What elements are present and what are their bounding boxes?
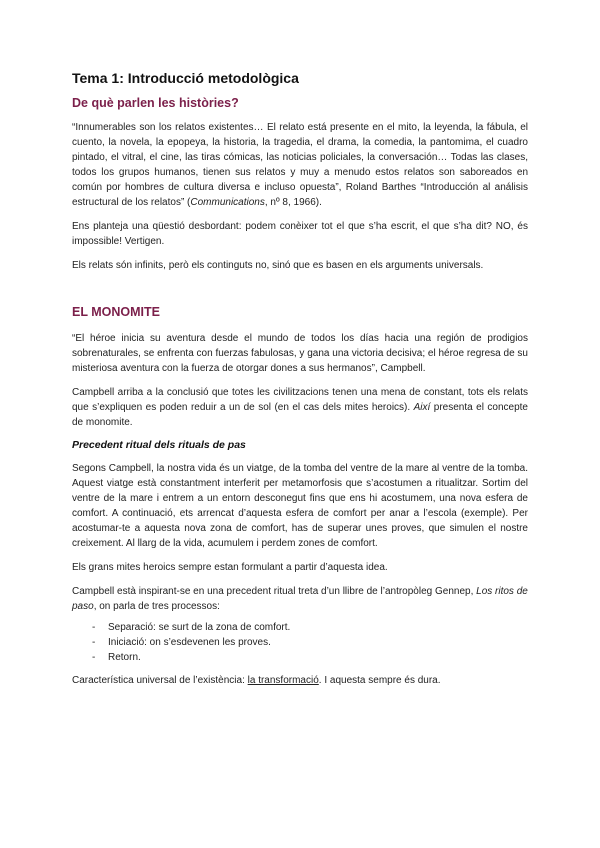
barthes-quote-text: “Innumerables son los relatos existentes… El relato está presente en el mito, la leyenda, la fábula, el cuento, la novela, la epopeya, la historia, la tragedia, el drama, la comedia, la pantomima, el cuadro pintado, el vitral, el cine, las tiras cómicas, las noticias policiales, la conversación… Todas las clases, todos los grupos humanos, tienen sus relatos y muy a menudo estos relatos son saboreados en común por hombres de cultura diversa e incluso opuesta”, Roland Barthes “Introducción al análisis estructural de los relatos” (: [72, 122, 528, 208]
document-content: [72, 70, 528, 697]
list-dash: -: [92, 652, 96, 663]
list-item-text: Separació: se surt de la zona de comfort.: [108, 622, 291, 633]
barthes-quote-end: , nº 8, 1966).: [264, 197, 322, 208]
paragraph-life-journey: Segons Campbell, la nostra vida és un viatge, de la tomba del ventre de la mare al ventre de la tomba. Aquest viatge està constantment interferit per metamorfosis que s’acostumen a ritualitzar. Sortim del ventre de la mare i entrem a un entorn desconegut fins que ens hi acostumem, una nova esfera de comfort. A continuació, ets arrencat d’aquesta esfera de comfort per anar a l’escola (exemple). Per acostumar-te a aquesta nova zona de comfort, has de superar unes proves, que simulen el nostre creixement. Al llarg de la vida, acumulem i perdem zones de comfort.: [72, 463, 528, 549]
gennep-text-end: , on parla de tres processos:: [93, 601, 220, 612]
gennep-book-title: Los ritos de paso: [72, 586, 528, 612]
list-dash: -: [92, 622, 96, 633]
section-heading-monomyth: EL MONOMITE: [72, 305, 160, 319]
page-title: Tema 1: Introducció metodològica: [72, 70, 299, 86]
paragraph-campbell-conclusion: [72, 385, 528, 430]
paragraph-question: Ens planteja una qüestió desbordant: podem conèixer tot el que s’ha escrit, el que s’ha dit? NO, és impossible! Vertigen.: [72, 221, 528, 247]
paragraph-gennep: [72, 584, 528, 614]
paragraph-infinite-stories: Els relats són infinits, però els continguts no, sinó que es basen en els arguments universals.: [72, 260, 484, 271]
section-heading-stories: De què parlen les històries?: [72, 96, 239, 110]
list-item: [92, 620, 528, 635]
campbell-conclusion-text: Campbell arriba a la conclusió que totes les civilitzacions tenen una mena de constant, tots els relats que s’expliquen es poden reduir a un de sol (en el cas dels mites heroics).: [72, 387, 528, 413]
list-item-text: Retorn.: [108, 652, 141, 663]
campbell-quote-paragraph: “El héroe inicia su aventura desde el mundo de todos los días hacia una región de prodigios sobrenaturales, se enfrenta con fuerzas fabulosas, y gana una victoria decisiva; el héroe regresa de su misteriosa aventura con la fuerza de otorgar dones a sus hermanos”, Campbell.: [72, 333, 528, 374]
list-dash: -: [92, 637, 96, 648]
campbell-conclusion-end: presenta el concepte de monomite.: [72, 402, 528, 428]
transformation-end: . I aquesta sempre és dura.: [318, 675, 441, 686]
transformation-text: Característica universal de l’existència:: [72, 675, 248, 686]
list-item: [92, 650, 528, 665]
list-item: [92, 635, 528, 650]
process-list: [72, 620, 528, 665]
barthes-quote-paragraph: [72, 120, 528, 210]
list-item-text: Iniciació: on s’esdevenen les proves.: [108, 637, 271, 648]
paragraph-great-myths: Els grans mites heroics sempre estan formulant a partir d’aquesta idea.: [72, 562, 388, 573]
barthes-quote-source: Communications: [190, 197, 265, 208]
gennep-text: Campbell està inspirant-se en una precedent ritual treta d’un llibre de l’antropòleg Gennep,: [72, 586, 477, 597]
subheading-rites-of-passage: Precedent ritual dels rituals de pas: [72, 439, 246, 451]
transformation-underlined: la transformació: [247, 675, 319, 686]
campbell-conclusion-italic: Així: [413, 402, 431, 413]
paragraph-transformation: [72, 673, 528, 688]
